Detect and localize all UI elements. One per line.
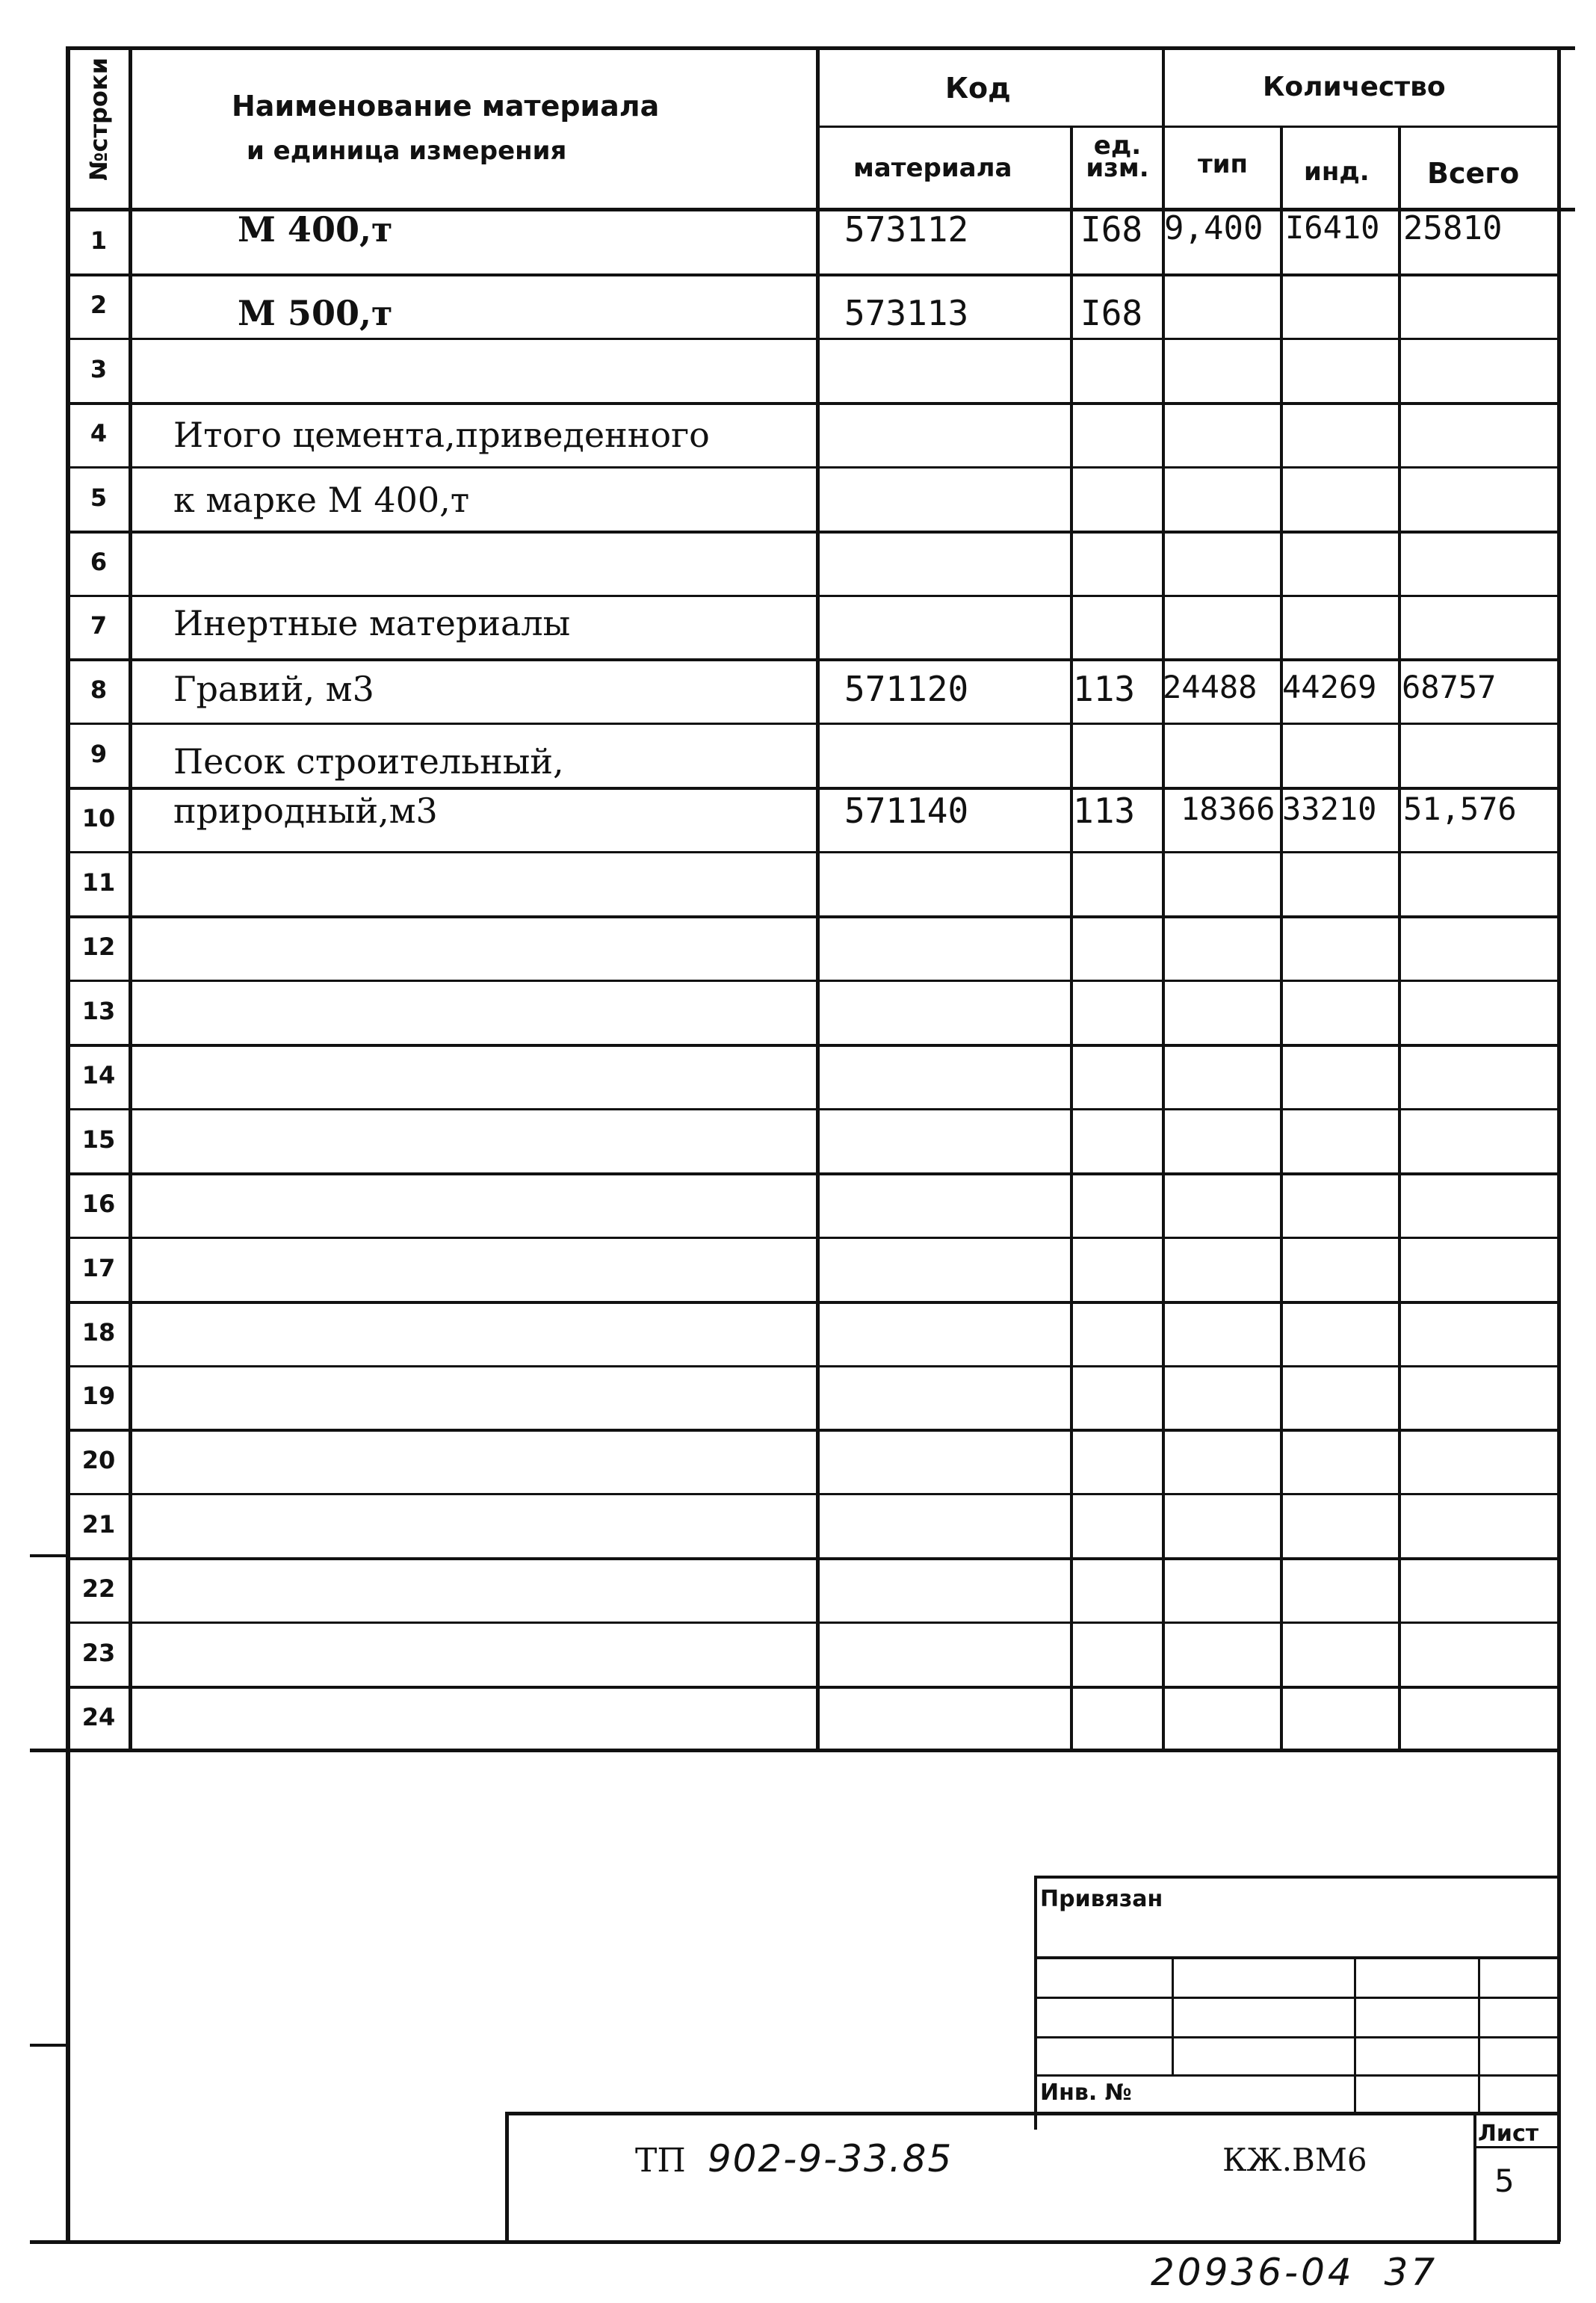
row-separator bbox=[67, 1365, 1559, 1367]
row-number: 5 bbox=[90, 483, 108, 512]
sheet-label: Лист bbox=[1478, 2121, 1539, 2147]
table-row-4-name: Итого цемента,приведенного bbox=[173, 415, 710, 455]
table-row-10-name: природный,м3 bbox=[173, 791, 438, 831]
row-separator bbox=[67, 851, 1559, 853]
stamp-grid-v1 bbox=[1172, 1956, 1174, 2076]
table-row-8-unit: 113 bbox=[1073, 669, 1136, 709]
row-separator bbox=[67, 658, 1559, 661]
qty-ind-header: инд. bbox=[1304, 157, 1370, 187]
table-row-8-ind: 44269 bbox=[1282, 669, 1377, 705]
table-row-7-name: Инертные материалы bbox=[173, 603, 571, 643]
table-top-border bbox=[67, 46, 1575, 50]
qty-total-header: Всего bbox=[1427, 157, 1520, 190]
row-number: 7 bbox=[90, 611, 108, 640]
document-mark: КЖ.ВМ6 bbox=[1222, 2142, 1367, 2178]
table-bottom-border bbox=[30, 1749, 1560, 1752]
row-separator bbox=[67, 980, 1559, 982]
row-separator bbox=[67, 402, 1559, 405]
stamp-grid-v2 bbox=[1354, 1956, 1356, 2113]
document-number: 902-9-33.85 bbox=[707, 2137, 953, 2180]
row-number: 18 bbox=[81, 1318, 116, 1347]
unit-header bbox=[1073, 131, 1162, 183]
row-number: 22 bbox=[81, 1574, 116, 1603]
table-row-8-type: 24488 bbox=[1163, 669, 1258, 705]
sheet-number: 5 bbox=[1494, 2163, 1515, 2199]
row-number: 8 bbox=[90, 676, 108, 704]
row-number: 23 bbox=[81, 1639, 116, 1667]
name-header-line1: Наименование материала bbox=[232, 90, 660, 123]
row-separator bbox=[67, 273, 1559, 276]
title-block-sheet-divider bbox=[1473, 2112, 1476, 2243]
row-separator bbox=[67, 531, 1559, 534]
row-separator bbox=[67, 1044, 1559, 1047]
qty-type-header: тип bbox=[1198, 149, 1249, 179]
row-number: 14 bbox=[81, 1061, 116, 1089]
stamp-inv-label: Инв. № bbox=[1040, 2080, 1132, 2106]
row-separator bbox=[67, 915, 1559, 918]
table-row-1-name: М 400,т bbox=[238, 209, 393, 250]
table-row-10-ind: 33210 bbox=[1282, 791, 1377, 827]
table-row-10-code: 571140 bbox=[844, 791, 969, 831]
row-separator bbox=[67, 595, 1559, 597]
stamp-outer-left bbox=[1034, 1876, 1037, 2130]
row-number: 19 bbox=[81, 1382, 116, 1410]
right-frame-border bbox=[1557, 46, 1561, 2242]
row-number-header: №строки bbox=[84, 57, 113, 181]
table-row-10-total: 51,576 bbox=[1403, 791, 1517, 827]
row-number: 2 bbox=[90, 291, 108, 319]
row-separator bbox=[67, 1301, 1559, 1304]
row-separator bbox=[67, 1493, 1559, 1495]
row-separator bbox=[67, 1108, 1559, 1110]
code-group-header: Код bbox=[945, 72, 1011, 105]
header-mid-divider bbox=[816, 126, 1559, 128]
row-number: 13 bbox=[81, 997, 116, 1025]
stamp-outer-top bbox=[1034, 1876, 1559, 1879]
table-row-1-code: 573112 bbox=[844, 209, 969, 250]
row-number: 24 bbox=[81, 1703, 116, 1731]
table-row-1-total: 25810 bbox=[1403, 209, 1503, 247]
unit-col-divider bbox=[1070, 127, 1073, 1750]
document-code-prefix: ТП bbox=[635, 2142, 686, 2180]
row-number: 21 bbox=[81, 1510, 116, 1539]
title-block-left bbox=[505, 2112, 509, 2243]
table-row-5-name: к марке М 400,т bbox=[173, 480, 470, 520]
stamp-bound-label: Привязан bbox=[1040, 1886, 1163, 1912]
row-separator bbox=[67, 723, 1559, 725]
table-row-8-total: 68757 bbox=[1402, 669, 1497, 705]
row-number: 4 bbox=[90, 419, 108, 448]
code-material-header: материала bbox=[853, 153, 1012, 183]
table-row-1-ind: I6410 bbox=[1285, 209, 1380, 246]
row-separator bbox=[67, 787, 1559, 790]
title-block-top bbox=[505, 2112, 1559, 2115]
row-separator bbox=[67, 1622, 1559, 1624]
row-separator bbox=[67, 1686, 1559, 1689]
document-designation bbox=[635, 2137, 953, 2180]
row-separator bbox=[67, 1237, 1559, 1239]
total-col-divider bbox=[1398, 127, 1401, 1750]
table-row-2-code: 573113 bbox=[844, 293, 969, 333]
qty-group-header: Количество bbox=[1263, 72, 1446, 102]
frame-bottom-border bbox=[30, 2240, 1560, 2244]
table-row-10-unit: 113 bbox=[1073, 791, 1136, 831]
table-row-2-name: М 500,т bbox=[238, 293, 393, 333]
row-number: 9 bbox=[90, 740, 108, 768]
unit-header-line2: изм. bbox=[1086, 153, 1149, 183]
name-header-line2: и единица измерения bbox=[247, 136, 567, 166]
row-separator bbox=[67, 1429, 1559, 1432]
table-row-8-name: Гравий, м3 bbox=[173, 669, 374, 709]
row-number: 3 bbox=[90, 355, 108, 383]
row-number: 16 bbox=[81, 1190, 116, 1218]
row-separator bbox=[67, 1557, 1559, 1560]
row-number: 10 bbox=[81, 804, 116, 832]
row-number: 17 bbox=[81, 1254, 116, 1282]
row-separator bbox=[67, 338, 1559, 340]
table-row-8-code: 571120 bbox=[844, 669, 969, 709]
unit-header-line1: ед. bbox=[1093, 131, 1142, 161]
row-number: 1 bbox=[90, 226, 108, 255]
row-separator bbox=[67, 1172, 1559, 1175]
row-number: 11 bbox=[81, 868, 116, 897]
table-row-1-unit: I68 bbox=[1080, 209, 1143, 250]
table-row-1-type: 9,400 bbox=[1164, 209, 1264, 247]
handwritten-archive-number: 20936-04 37 bbox=[1151, 2251, 1438, 2294]
frame-tick-left-1 bbox=[30, 1554, 69, 1557]
row-number: 20 bbox=[81, 1446, 116, 1474]
row-number: 12 bbox=[81, 933, 116, 961]
row-separator bbox=[67, 466, 1559, 469]
table-row-10-type: 18366 bbox=[1181, 791, 1275, 827]
row-number: 6 bbox=[90, 548, 108, 576]
ind-col-divider bbox=[1280, 127, 1283, 1750]
row-number: 15 bbox=[81, 1125, 116, 1154]
table-row-2-unit: I68 bbox=[1080, 293, 1143, 333]
frame-tick-left-2 bbox=[30, 2044, 69, 2047]
table-row-9-name: Песок строительный, bbox=[173, 741, 564, 782]
stamp-grid-v3 bbox=[1478, 1956, 1480, 2113]
